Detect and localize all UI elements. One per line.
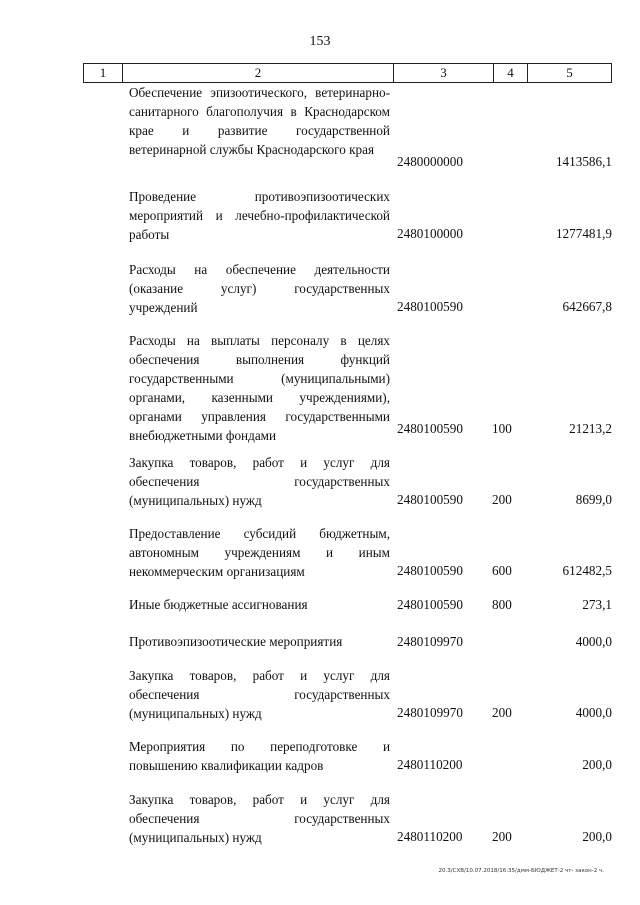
row-sum: 8699,0 xyxy=(575,492,612,507)
row-name: Иные бюджетные ассигнования xyxy=(129,597,308,612)
row-sum: 4000,0 xyxy=(575,705,612,720)
row-code: 2480000000 xyxy=(397,154,463,169)
row-expense-type: 100 xyxy=(492,421,512,436)
row-sum: 1277481,9 xyxy=(555,226,612,241)
row-expense-type: 600 xyxy=(492,563,512,578)
row-code: 2480100590 xyxy=(397,563,463,578)
row-expense-type: 800 xyxy=(492,597,512,612)
row-code: 2480100590 xyxy=(397,421,463,436)
row-name: Мероприятия по переподготовке и повышению квалификации кадров xyxy=(129,739,390,773)
row-code: 2480109970 xyxy=(397,705,463,720)
row-sum: 200,0 xyxy=(582,829,612,844)
row-sum: 273,1 xyxy=(582,597,612,612)
row-expense-type: 200 xyxy=(492,829,512,844)
row-sum: 4000,0 xyxy=(575,634,612,649)
row-code: 2480109970 xyxy=(397,634,463,649)
row-sum: 200,0 xyxy=(582,757,612,772)
row-name: Предоставление субсидий бюджетным, автономным учреждениям и иным некоммерческим организациям xyxy=(129,526,390,579)
column-header: 1 xyxy=(84,64,123,83)
column-header: 3 xyxy=(394,64,494,83)
row-sum: 642667,8 xyxy=(562,299,612,314)
column-header: 2 xyxy=(123,64,394,83)
row-sum: 21213,2 xyxy=(569,421,612,436)
row-name: Обеспечение эпизоотического, ветеринарно-санитарного благополучия в Краснодарском крае и развитие государственной ветеринарной службы Краснодарского края xyxy=(129,85,390,157)
row-code: 2480100000 xyxy=(397,226,463,241)
row-name: Расходы на выплаты персоналу в целях обеспечения выполнения функций государственными (муниципальными) органами, казенными учреждениями), органами управления государственными внебюджетными фондами xyxy=(129,333,390,443)
row-name: Проведение противоэпизоотических мероприятий и лечебно-профилактической работы xyxy=(129,189,390,242)
row-code: 2480100590 xyxy=(397,299,463,314)
row-name: Закупка товаров, работ и услуг для обеспечения государственных (муниципальных) нужд xyxy=(129,668,390,721)
column-header-row xyxy=(84,64,612,83)
row-expense-type: 200 xyxy=(492,705,512,720)
page-number: 153 xyxy=(309,34,331,49)
row-name: Закупка товаров, работ и услуг для обеспечения государственных (муниципальных) нужд xyxy=(129,792,390,845)
row-sum: 1413586,1 xyxy=(555,154,612,169)
row-code: 2480110200 xyxy=(397,829,463,844)
row-code: 2480110200 xyxy=(397,757,463,772)
column-header-table xyxy=(83,63,612,83)
row-code: 2480100590 xyxy=(397,597,463,612)
row-name: Противоэпизоотические мероприятия xyxy=(129,634,343,649)
row-sum: 612482,5 xyxy=(562,563,612,578)
row-name: Закупка товаров, работ и услуг для обеспечения государственных (муниципальных) нужд xyxy=(129,455,390,508)
row-expense-type: 200 xyxy=(492,492,512,507)
document-footer: 20.3/СХВ/10.07.2018/16:35/дмм-БЮДЖЕТ-2 чт- закон-2 ч. xyxy=(438,868,604,874)
column-header: 4 xyxy=(494,64,528,83)
row-code: 2480100590 xyxy=(397,492,463,507)
row-name: Расходы на обеспечение деятельности (оказание услуг) государственных учреждений xyxy=(129,262,390,315)
column-header: 5 xyxy=(528,64,612,83)
